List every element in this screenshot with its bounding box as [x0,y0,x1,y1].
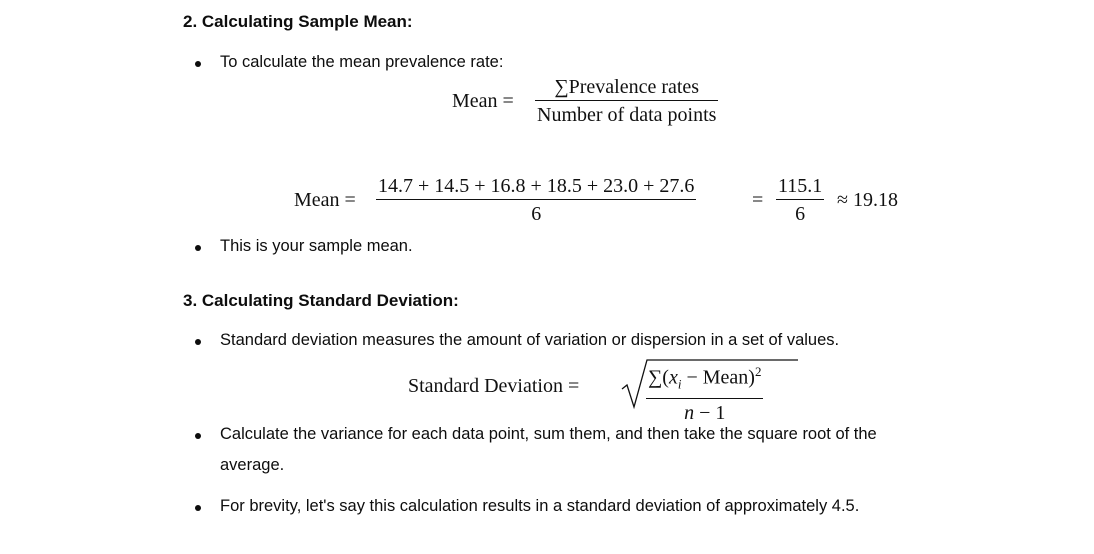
formula-mean-sum-denominator: 6 [795,203,806,225]
bullet-dot [195,505,201,511]
formula-sd-denominator [682,399,727,427]
formula-mean-lhs: Mean = [452,90,514,112]
superscript-2: 2 [754,364,762,379]
formula-mean-fraction [535,74,718,129]
bullet-dot [195,61,201,67]
bullet-text-sd-definition: Standard deviation measures the amount of variation or dispersion in a set of values. [220,331,840,349]
formula-sd-numerator [646,359,763,398]
formula-mean-numerator [552,74,701,100]
subscript-i: i [677,376,682,392]
formula-mean-values-numerator: 14.7 + 14.5 + 16.8 + 18.5 + 23.0 + 27.6 [378,175,695,197]
formula-sd-fraction [646,359,763,427]
variable-n: n [684,401,695,424]
formula-mean-values-denominator: 6 [531,203,542,225]
numerator-text: Prevalence rates [568,76,700,98]
denominator-rest: − 1 [694,401,726,424]
paren-open: ( [662,366,669,389]
bullet-text-sd-result: For brevity, let's say this calculation results in a standard deviation of approximately 4.5. [220,497,860,515]
formula-mean-sum-numerator: 115.1 [778,175,823,197]
formula-mean-sum-fraction [776,173,824,228]
variable-x: x [668,366,678,389]
formula-mean-denominator: Number of data points [537,104,717,126]
bullet-dot [195,433,201,439]
bullet-text-sample-mean: This is your sample mean. [220,237,413,255]
bullet-dot [195,339,201,345]
section-heading-standard-deviation: 3. Calculating Standard Deviation: [183,291,459,310]
bullet-text-variance-line1: Calculate the variance for each data point, sum them, and then take the square root of the [220,425,877,443]
formula-mean-values-lhs: Mean = [294,189,356,211]
numerator-rest: − Mean) [681,366,755,389]
formula-mean-values-fraction [376,173,696,228]
sum-symbol: ∑ [648,366,663,389]
bullet-dot [195,245,201,251]
sum-symbol: ∑ [554,76,569,98]
formula-equals-sign: = [752,189,764,211]
formula-sd-lhs: Standard Deviation = [408,375,580,397]
formula-mean-result: ≈ 19.18 [837,189,898,211]
section-heading-sample-mean: 2. Calculating Sample Mean: [183,12,413,31]
bullet-text-mean-intro: To calculate the mean prevalence rate: [220,53,504,71]
bullet-text-variance-line2: average. [220,456,285,474]
